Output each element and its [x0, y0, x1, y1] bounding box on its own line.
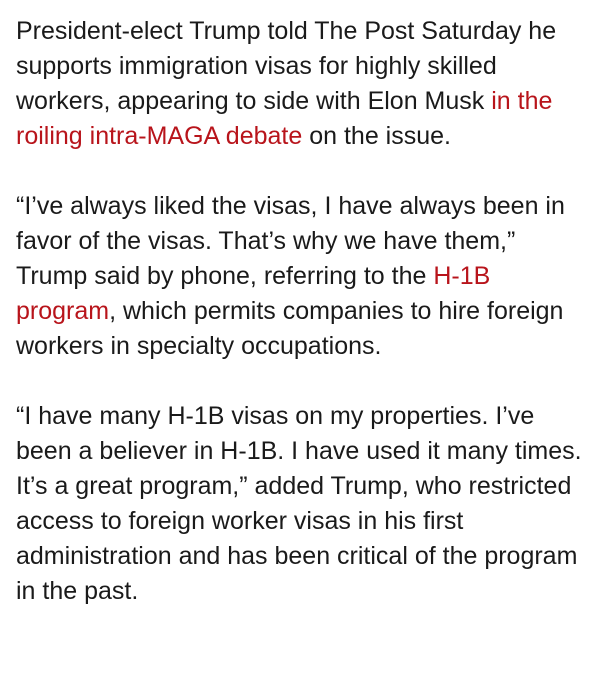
paragraph-1 — [16, 14, 589, 154]
paragraph-3 — [16, 399, 589, 609]
paragraph-2-text-2: , which permits companies to hire foreign workers in specialty occupations. — [16, 297, 564, 360]
paragraph-3-text-1: “I have many H-1B visas on my properties. I’ve been a believer in H-1B. I have used it many times. It’s a great program,” added Trump, who restricted access to foreign worker visas in his first administration and has been critical of the program in the past. — [16, 402, 582, 605]
debate-link[interactable]: in the roiling intra-MAGA debate — [16, 87, 553, 150]
paragraph-2-text-1: “I’ve always liked the visas, I have always been in favor of the visas. That’s why we have them,” Trump said by phone, referring to the — [16, 192, 565, 290]
paragraph-1-text-2: on the issue. — [302, 122, 451, 150]
paragraph-1-text-1: President-elect Trump told The Post Saturday he supports immigration visas for highly skilled workers, appearing to side with Elon Musk — [16, 17, 557, 115]
h1b-program-link[interactable]: H-1B program — [16, 262, 491, 325]
paragraph-2 — [16, 189, 589, 364]
